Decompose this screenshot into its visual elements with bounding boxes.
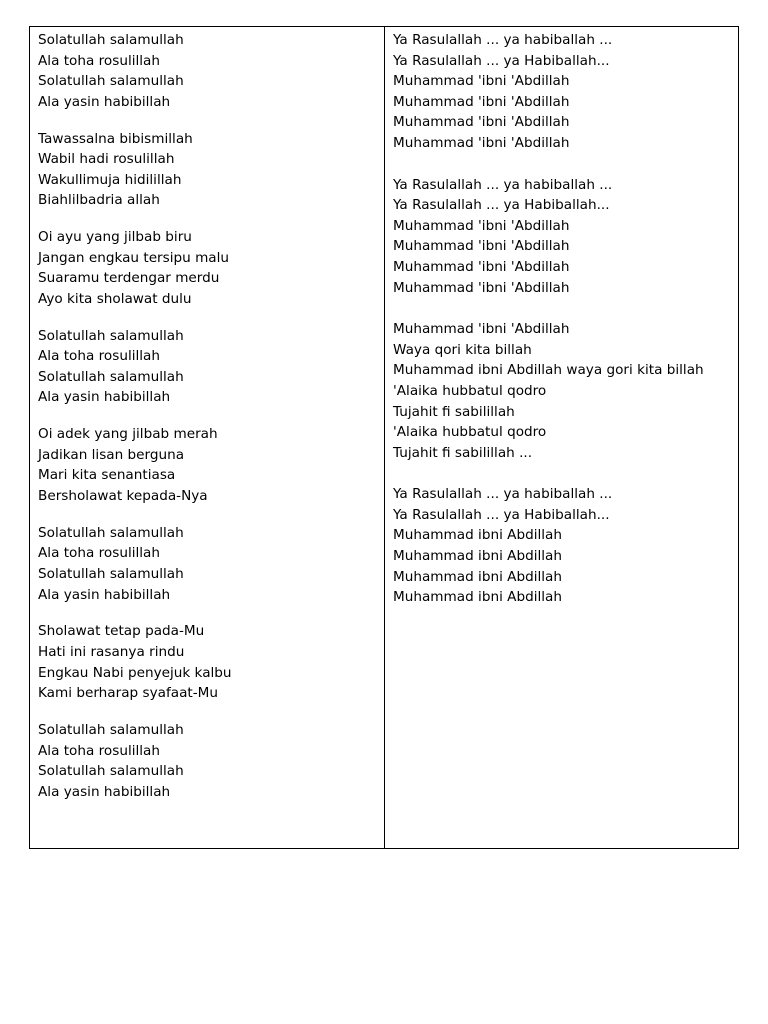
lyric-line: Muhammad 'ibni 'Abdillah xyxy=(393,93,570,110)
lyric-line: Jangan engkau tersipu malu xyxy=(38,249,230,266)
lyric-line: Ala yasin habibillah xyxy=(38,93,171,110)
lyric-line: Ya Rasulallah ... ya Habiballah... xyxy=(393,197,610,214)
lyric-stanza xyxy=(38,30,384,112)
lyric-line: Tujahit fi sabilillah ... xyxy=(393,444,533,461)
lyrics-table xyxy=(29,26,739,849)
lyric-line: Solatullah salamullah xyxy=(38,368,184,385)
lyric-line: Solatullah salamullah xyxy=(38,73,184,90)
lyric-line: Sholawat tetap pada-Mu xyxy=(38,623,205,640)
lyric-line: Muhammad 'ibni 'Abdillah xyxy=(393,73,570,90)
lyric-line: Tujahit fi sabilillah xyxy=(393,403,515,420)
lyric-line: Muhammad ibni Abdillah xyxy=(393,568,563,585)
lyric-stanza xyxy=(38,129,384,211)
lyric-line: Muhammad 'ibni 'Abdillah xyxy=(393,134,570,151)
lyric-line: Muhammad 'ibni 'Abdillah xyxy=(393,279,570,296)
lyric-line: Muhammad 'ibni 'Abdillah xyxy=(393,258,570,275)
lyric-stanza xyxy=(38,720,384,802)
lyric-line: Ala yasin habibillah xyxy=(38,389,171,406)
lyric-line: Muhammad 'ibni 'Abdillah xyxy=(393,238,570,255)
lyric-line: Ala toha rosulillah xyxy=(38,52,160,69)
lyric-line: Ala toha rosulillah xyxy=(38,742,160,759)
lyric-line: Muhammad 'ibni 'Abdillah xyxy=(393,217,570,234)
lyric-line: Solatullah salamullah xyxy=(38,566,184,582)
lyric-line: Solatullah salamullah xyxy=(38,763,184,780)
lyric-line: Muhammad ibni Abdillah xyxy=(393,589,563,606)
lyric-line: Bersholawat kepada-Nya xyxy=(38,488,208,505)
lyric-stanza xyxy=(393,30,738,154)
lyric-line: Tawassalna bibismillah xyxy=(38,130,193,147)
lyric-line: Muhammad ibni Abdillah waya gori kita billah xyxy=(393,362,704,379)
lyric-line: Ya Rasulallah ... ya habiballah ... xyxy=(393,176,613,193)
lyric-stanza xyxy=(38,326,384,408)
left-column xyxy=(30,27,385,848)
lyric-line: Suaramu terdengar merdu xyxy=(38,270,220,287)
right-column xyxy=(385,27,738,848)
lyric-line: Waya qori kita billah xyxy=(393,341,532,358)
lyric-line: Muhammad ibni Abdillah xyxy=(393,527,563,544)
lyric-line: Ayo kita sholawat dulu xyxy=(38,290,192,307)
lyric-line: Solatullah salamullah xyxy=(38,32,184,48)
lyric-line: Ya Rasulallah ... ya habiballah ... xyxy=(393,32,613,48)
lyric-line: 'Alaika hubbatul qodro xyxy=(393,382,547,399)
lyric-stanza xyxy=(38,227,384,309)
lyric-stanza xyxy=(38,523,384,605)
lyric-line: 'Alaika hubbatul qodro xyxy=(393,424,547,441)
lyric-line: Solatullah salamullah xyxy=(38,327,184,344)
lyric-line: Kami berharap syafaat-Mu xyxy=(38,685,218,702)
lyric-line: Ala toha rosulillah xyxy=(38,545,160,562)
lyric-line: Wakullimuja hidilillah xyxy=(38,171,182,188)
lyric-line: Ya Rasulallah ... ya Habiballah... xyxy=(393,52,610,69)
lyric-line: Solatullah salamullah xyxy=(38,524,184,541)
lyric-stanza xyxy=(393,319,738,463)
lyric-line: Ala toha rosulillah xyxy=(38,348,160,365)
lyric-line: Oi ayu yang jilbab biru xyxy=(38,229,192,246)
lyric-line: Solatullah salamullah xyxy=(38,721,184,738)
lyric-line: Ya Rasulallah ... ya habiballah ... xyxy=(393,486,613,503)
lyric-line: Wabil hadi rosulillah xyxy=(38,151,175,168)
lyric-line: Muhammad 'ibni 'Abdillah xyxy=(393,114,570,131)
lyric-line: Mari kita senantiasa xyxy=(38,467,176,484)
lyric-line: Ala yasin habibillah xyxy=(38,586,171,603)
lyric-line: Oi adek yang jilbab merah xyxy=(38,426,218,443)
lyric-line: Engkau Nabi penyejuk kalbu xyxy=(38,664,232,681)
lyric-line: Muhammad ibni Abdillah xyxy=(393,548,563,565)
lyric-line: Muhammad 'ibni 'Abdillah xyxy=(393,321,570,338)
lyric-line: Ya Rasulallah ... ya Habiballah... xyxy=(393,506,610,523)
lyric-line: Jadikan lisan berguna xyxy=(38,446,185,463)
lyric-line: Hati ini rasanya rindu xyxy=(38,643,185,660)
lyric-line: Ala yasin habibillah xyxy=(38,783,171,800)
lyric-stanza xyxy=(38,621,384,703)
lyric-stanza xyxy=(393,175,738,299)
lyric-line: Biahlilbadria allah xyxy=(38,192,160,209)
lyric-stanza xyxy=(38,424,384,506)
lyric-stanza xyxy=(393,484,738,608)
